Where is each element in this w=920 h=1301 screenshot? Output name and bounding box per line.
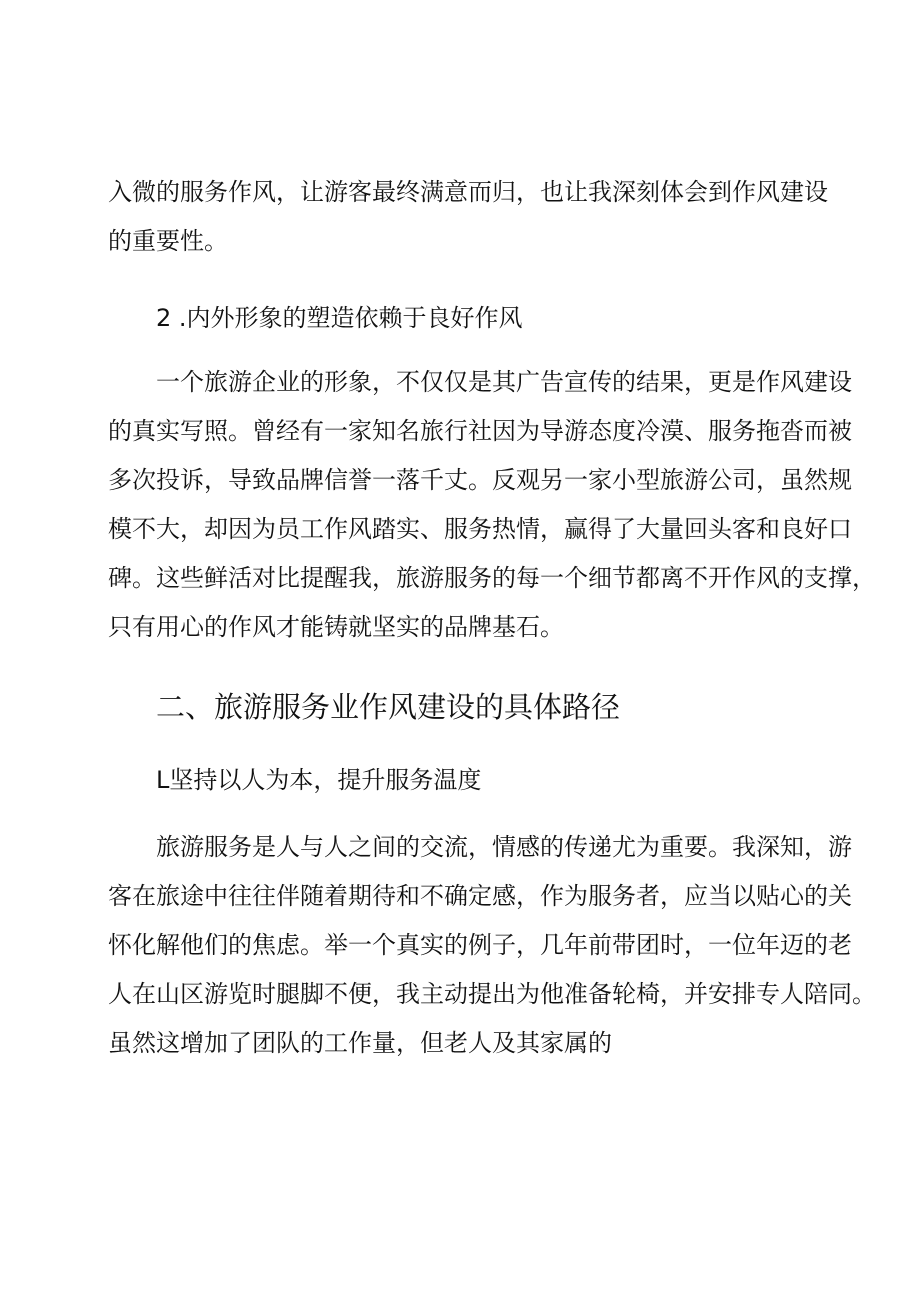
paragraph-2	[108, 358, 876, 652]
paragraph-2-line-5: 碑。这些鲜活对比提醒我，旅游服务的每一个细节都离不开作风的支撑，	[108, 564, 876, 592]
paragraph-2-line-3: 多次投诉，导致品牌信誉一落千丈。反观另一家小型旅游公司，虽然规	[108, 466, 852, 494]
paragraph-2-line-6: 只有用心的作风才能铸就坚实的品牌基石。	[108, 613, 564, 641]
section-heading: 二、旅游服务业作风建设的具体路径	[156, 690, 621, 724]
subheading-l: L坚持以人为本，提升服务温度	[156, 766, 482, 794]
intro-paragraph	[108, 168, 828, 266]
paragraph-3-line-5: 虽然这增加了团队的工作量，但老人及其家属的	[108, 1029, 612, 1057]
paragraph-3-line-1: 旅游服务是人与人之间的交流，情感的传递尤为重要。我深知，游	[156, 833, 852, 861]
intro-line-2: 的重要性。	[108, 227, 228, 255]
paragraph-3	[108, 823, 876, 1068]
paragraph-2-line-4: 模不大，却因为员工作风踏实、服务热情，赢得了大量回头客和良好口	[108, 515, 852, 543]
paragraph-3-line-4: 人在山区游览时腿脚不便，我主动提出为他准备轮椅，并安排专人陪同。	[108, 980, 876, 1008]
paragraph-3-line-2: 客在旅途中往往伴随着期待和不确定感，作为服务者，应当以贴心的关	[108, 882, 852, 910]
intro-line-1: 入微的服务作风，让游客最终满意而归，也让我深刻体会到作风建设	[108, 178, 828, 206]
paragraph-2-line-2: 的真实写照。曾经有一家知名旅行社因为导游态度冷漠、服务拖沓而被	[108, 417, 852, 445]
paragraph-2-line-1: 一个旅游企业的形象，不仅仅是其广告宣传的结果，更是作风建设	[156, 368, 852, 396]
paragraph-3-line-3: 怀化解他们的焦虑。举一个真实的例子，几年前带团时，一位年迈的老	[108, 931, 852, 959]
subheading-2: 2 .内外形象的塑造依赖于良好作风	[156, 304, 523, 332]
